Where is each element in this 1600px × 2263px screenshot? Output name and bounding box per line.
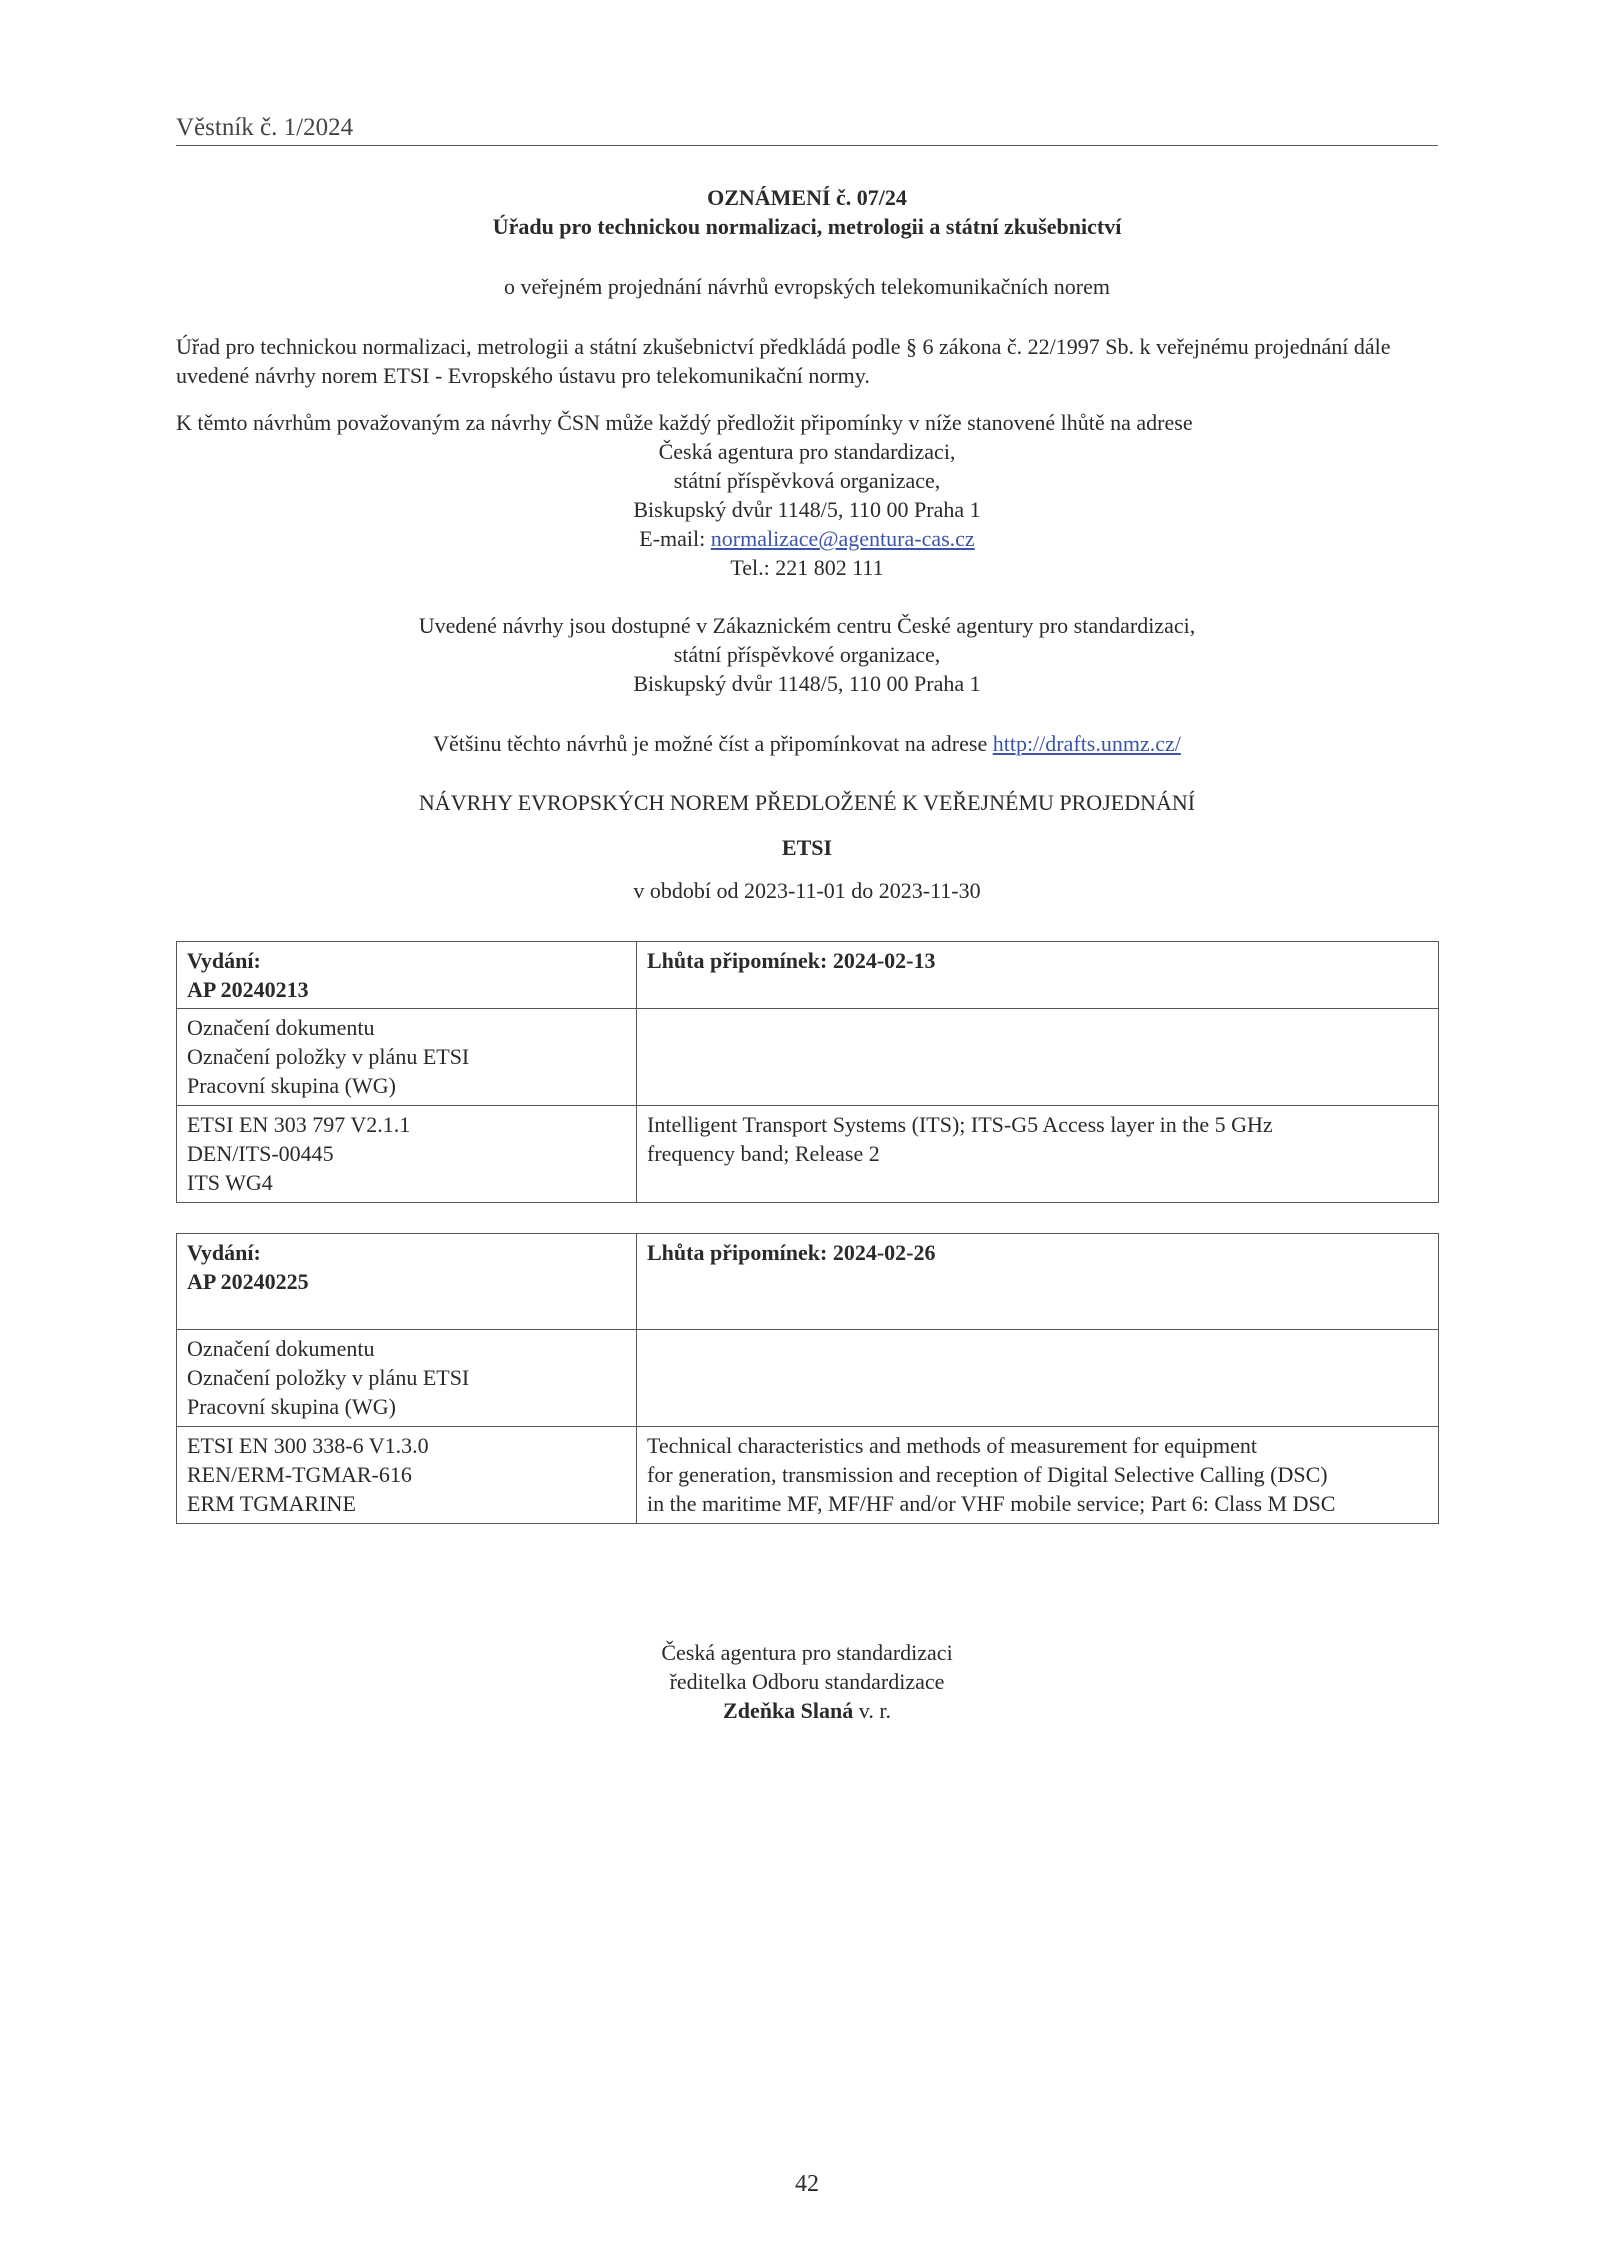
item-1-doc-designation: ETSI EN 303 797 V2.1.1 [187, 1112, 411, 1137]
item-1-issue-cell [177, 942, 637, 1009]
item-2-issue-cell [177, 1234, 637, 1330]
draft-item-table-2 [176, 1233, 1439, 1524]
page-number: 42 [795, 2171, 819, 2197]
section-heading: NÁVRHY EVROPSKÝCH NOREM PŘEDLOŽENÉ K VEŘEJNÉMU PROJEDNÁNÍ [418, 790, 1196, 815]
address-line-2: státní příspěvková organizace, [673, 468, 941, 493]
item-1-empty-cell [637, 1009, 1439, 1106]
item-2-label-row [177, 1330, 1439, 1427]
email-label: E-mail: [639, 526, 711, 551]
item-2-doc-title [637, 1427, 1439, 1524]
item-2-label-plan-item: Označení položky v plánu ETSI [187, 1365, 470, 1390]
item-1-doc-title [637, 1106, 1439, 1203]
item-2-working-group: ERM TGMARINE [187, 1491, 356, 1516]
item-1-issue-value: AP 20240213 [187, 977, 309, 1002]
item-1-issue-label: Vydání: [187, 948, 261, 973]
intro-paragraph-2: K těmto návrhům považovaným za návrhy ČSN může každý předložit připomínky v níže stanovené lhůtě na adrese [176, 410, 1193, 435]
item-2-header-row [177, 1234, 1439, 1330]
notice-issuer: Úřadu pro technickou normalizaci, metrologii a státní zkušebnictví [492, 214, 1122, 239]
item-1-deadline: Lhůta připomínek: 2024-02-13 [637, 942, 1439, 1009]
item-1-doc-values [177, 1106, 637, 1203]
address-line-3: Biskupský dvůr 1148/5, 110 00 Praha 1 [633, 497, 981, 522]
intro-paragraph-1: Úřad pro technickou normalizaci, metrologii a státní zkušebnictví předkládá podle § 6 zákona č. 22/1997 Sb. k veřejnému projednání dále uvedené návrhy norem ETSI - Evropského ústavu pro telekomunikační normy. [176, 334, 1391, 388]
item-1-plan-item: DEN/ITS-00445 [187, 1141, 334, 1166]
item-1-value-row [177, 1106, 1439, 1203]
availability-line-1: Uvedené návrhy jsou dostupné v Zákaznickém centru České agentury pro standardizaci, [418, 613, 1196, 638]
item-1-label-document: Označení dokumentu [187, 1015, 375, 1040]
item-1-header-row [177, 942, 1439, 1009]
item-2-title-line-2: for generation, transmission and reception of Digital Selective Calling (DSC) [647, 1462, 1328, 1487]
item-1-meta-labels [177, 1009, 637, 1106]
item-2-plan-item: REN/ERM-TGMAR-616 [187, 1462, 412, 1487]
item-2-title-line-3: in the maritime MF, MF/HF and/or VHF mobile service; Part 6: Class M DSC [647, 1491, 1336, 1516]
address-block [176, 437, 1438, 582]
item-1-label-plan-item: Označení položky v plánu ETSI [187, 1044, 470, 1069]
header-divider [176, 145, 1438, 146]
item-2-doc-values [177, 1427, 637, 1524]
item-1-title-line-1: Intelligent Transport Systems (ITS); ITS-G5 Access layer in the 5 GHz [647, 1112, 1273, 1137]
item-2-doc-designation: ETSI EN 300 338-6 V1.3.0 [187, 1433, 429, 1458]
item-2-empty-cell [637, 1330, 1439, 1427]
address-line-1: Česká agentura pro standardizaci, [658, 439, 956, 464]
bulletin-header-title: Věstník č. 1/2024 [176, 114, 354, 141]
online-drafts-text: Většinu těchto návrhů je možné číst a připomínkovat na adrese [433, 731, 993, 756]
item-1-working-group: ITS WG4 [187, 1170, 273, 1195]
notice-subject: o veřejném projednání návrhů evropských telekomunikačních norem [503, 274, 1111, 299]
availability-line-2: státní příspěvkové organizace, [673, 642, 941, 667]
item-2-meta-labels [177, 1330, 637, 1427]
availability-line-3: Biskupský dvůr 1148/5, 110 00 Praha 1 [633, 671, 981, 696]
draft-item-table-1 [176, 941, 1439, 1203]
item-2-issue-value: AP 20240225 [187, 1269, 309, 1294]
section-period: v období od 2023-11-01 do 2023-11-30 [633, 878, 981, 903]
email-link[interactable]: normalizace@agentura-cas.cz [710, 526, 975, 551]
item-1-label-row [177, 1009, 1439, 1106]
item-2-deadline: Lhůta připomínek: 2024-02-26 [637, 1234, 1439, 1330]
signature-name: Zdeňka Slaná [723, 1698, 854, 1723]
availability-block [176, 611, 1438, 698]
address-email-row [176, 524, 1438, 553]
item-2-value-row [177, 1427, 1439, 1524]
address-phone: Tel.: 221 802 111 [730, 555, 884, 580]
item-2-issue-label: Vydání: [187, 1240, 261, 1265]
item-2-label-document: Označení dokumentu [187, 1336, 375, 1361]
signature-org: Česká agentura pro standardizaci [661, 1640, 953, 1665]
signature-block [176, 1638, 1438, 1725]
item-1-label-working-group: Pracovní skupina (WG) [187, 1073, 396, 1098]
drafts-url-link[interactable]: http://drafts.unmz.cz/ [992, 731, 1181, 756]
item-2-label-working-group: Pracovní skupina (WG) [187, 1394, 396, 1419]
section-org: ETSI [781, 835, 833, 860]
notice-title: OZNÁMENÍ č. 07/24 [707, 185, 907, 210]
signature-suffix: v. r. [853, 1698, 891, 1723]
signature-role: ředitelka Odboru standardizace [669, 1669, 945, 1694]
online-drafts-line [176, 729, 1438, 758]
signature-name-row [176, 1696, 1438, 1725]
item-1-title-line-2: frequency band; Release 2 [647, 1141, 880, 1166]
item-2-title-line-1: Technical characteristics and methods of measurement for equipment [647, 1433, 1257, 1458]
